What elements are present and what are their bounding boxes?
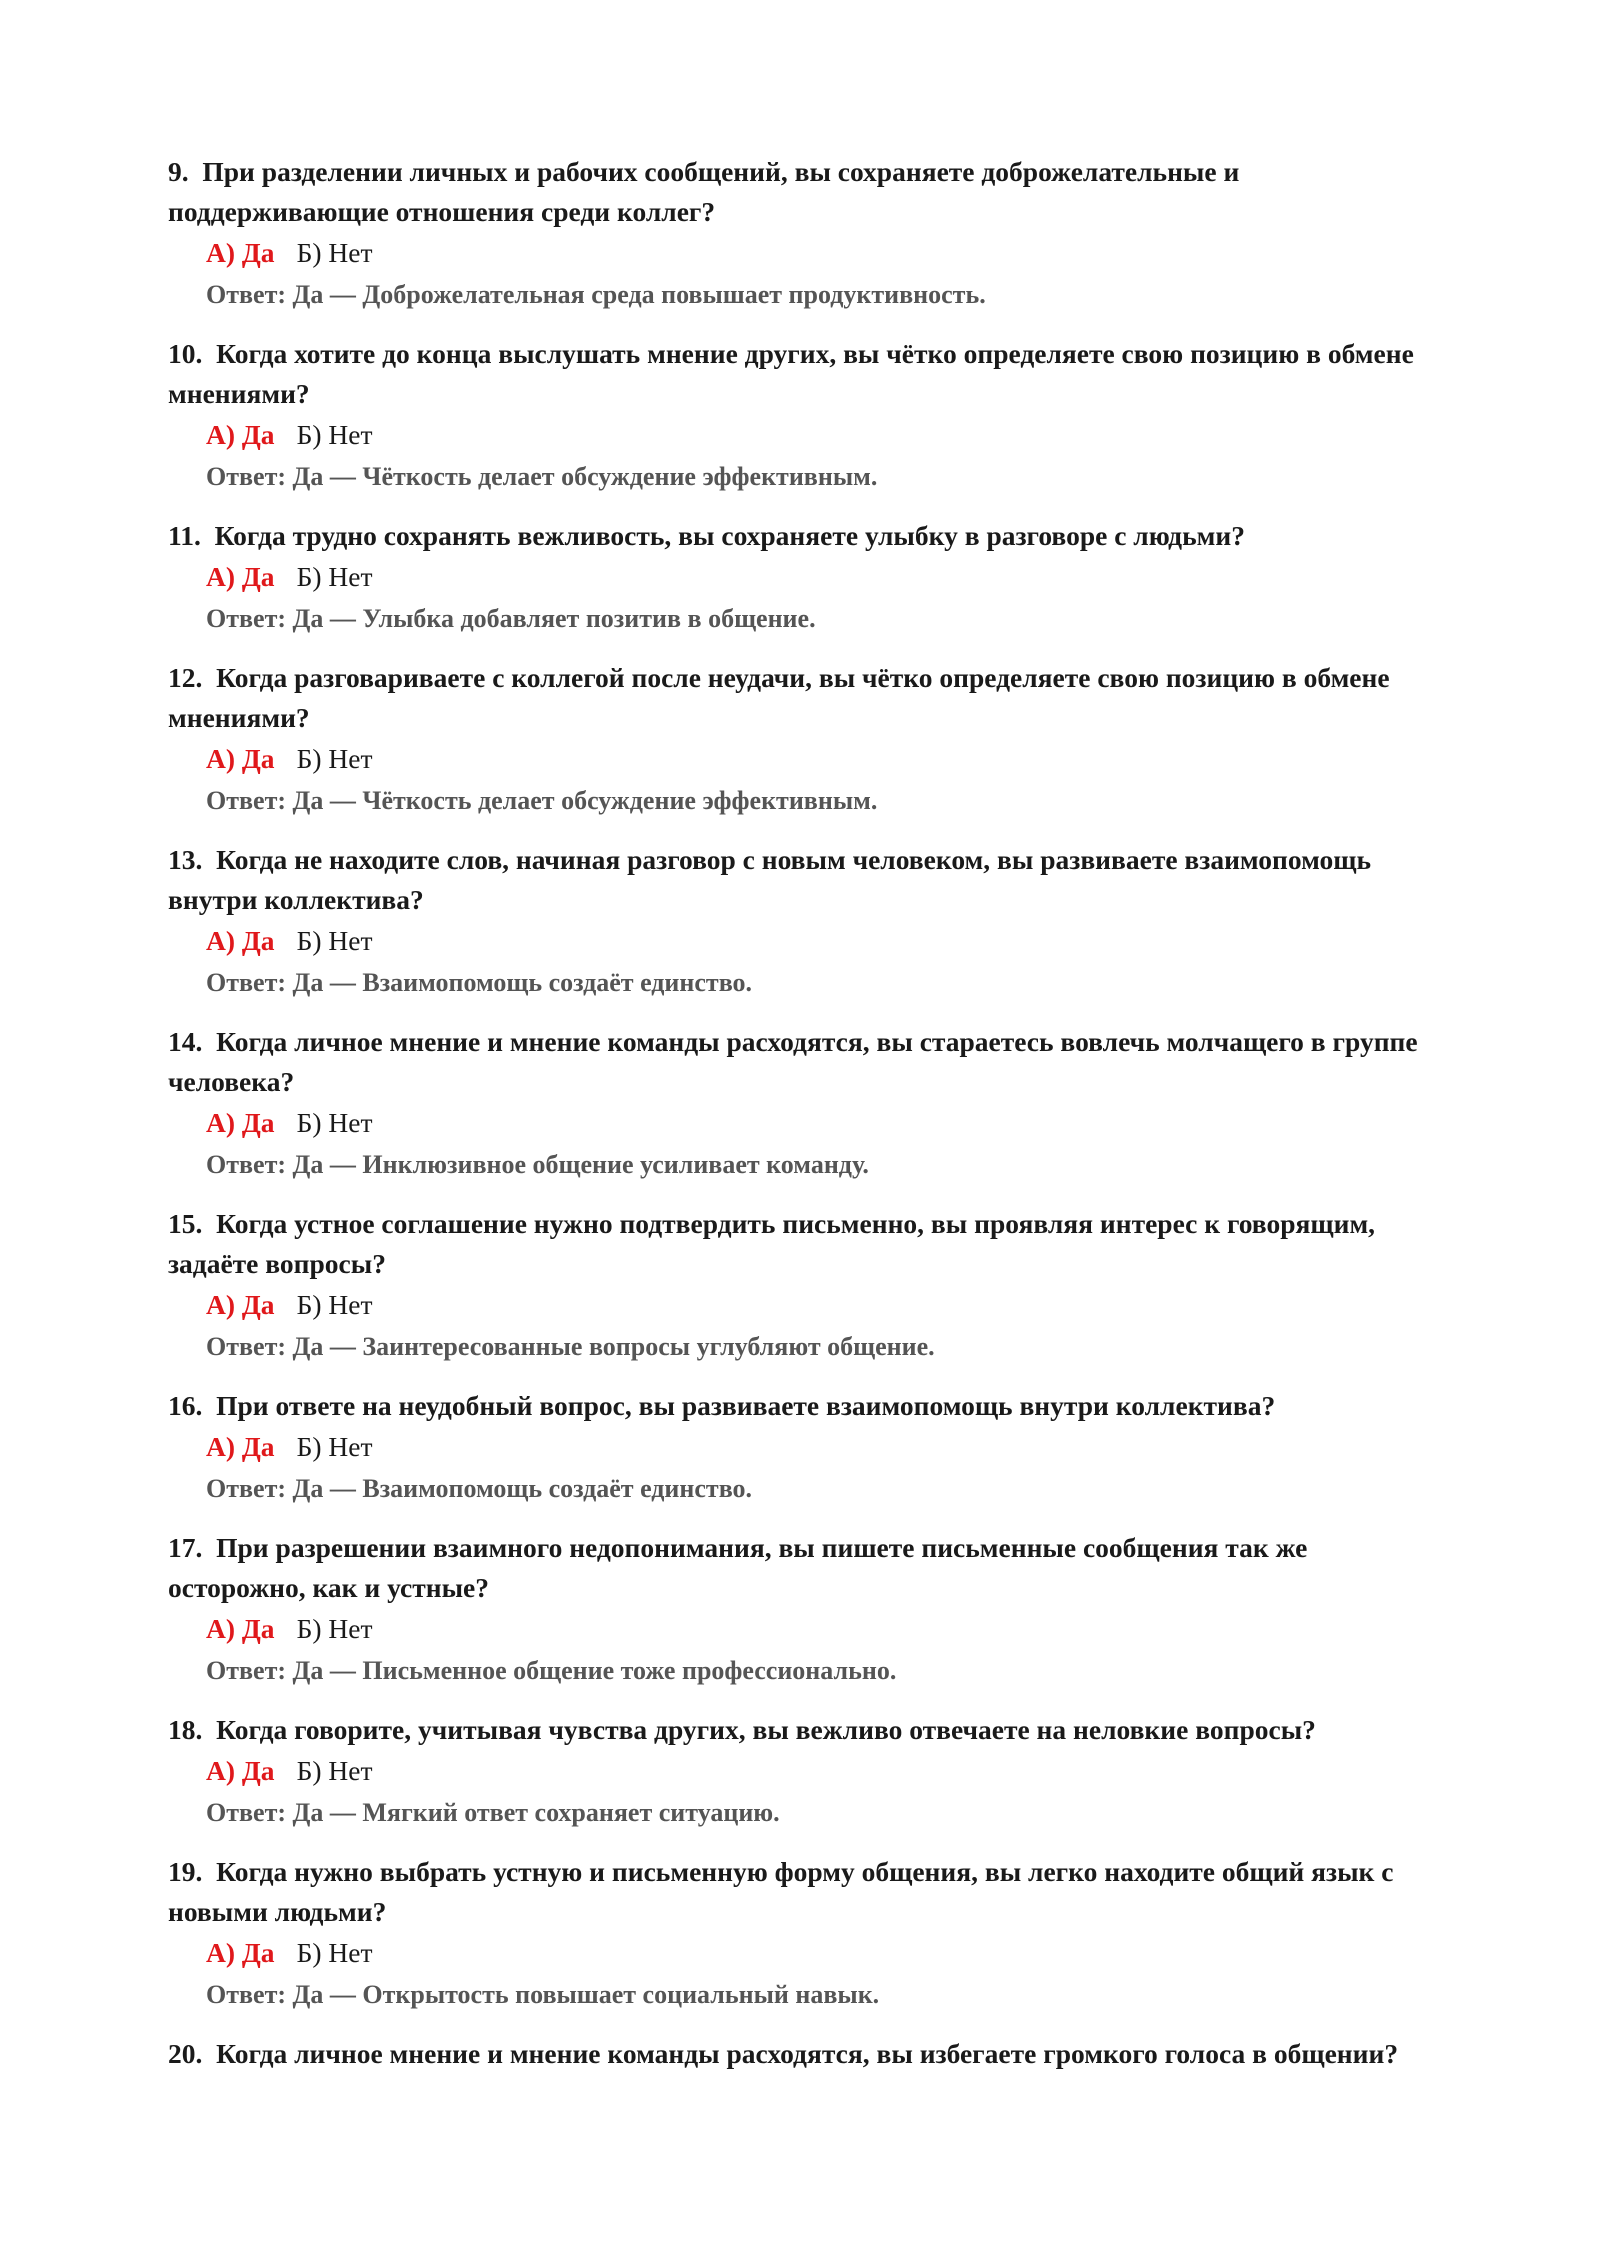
question-heading — [168, 1852, 1438, 1932]
answer-explanation: Ответ: Да — Чёткость делает обсуждение эффективным. — [206, 786, 878, 815]
option-b-no[interactable]: Б) Нет — [296, 1937, 373, 1968]
question-number: 9. — [168, 156, 189, 187]
question-11 — [168, 516, 1438, 640]
answer-explanation: Ответ: Да — Инклюзивное общение усиливает команду. — [206, 1150, 869, 1179]
answer-explanation: Ответ: Да — Чёткость делает обсуждение эффективным. — [206, 462, 878, 491]
option-b-no[interactable]: Б) Нет — [296, 1755, 373, 1786]
question-number: 16. — [168, 1390, 203, 1421]
option-a-yes[interactable]: А) Да — [206, 1755, 275, 1786]
answer-explanation: Ответ: Да — Взаимопомощь создаёт единство. — [206, 1474, 753, 1503]
question-number: 14. — [168, 1026, 203, 1057]
question-text: Когда нужно выбрать устную и письменную форму общения, вы легко находите общий язык с новыми людьми? — [168, 1856, 1394, 1927]
question-heading — [168, 516, 1438, 556]
answer-options — [206, 1932, 1438, 1974]
question-14 — [168, 1022, 1438, 1186]
option-a-yes[interactable]: А) Да — [206, 1289, 275, 1320]
option-b-no[interactable]: Б) Нет — [296, 1107, 373, 1138]
option-b-no[interactable]: Б) Нет — [296, 1431, 373, 1462]
option-b-no[interactable]: Б) Нет — [296, 237, 373, 268]
question-heading — [168, 1022, 1438, 1102]
answer-explanation: Ответ: Да — Письменное общение тоже профессионально. — [206, 1656, 897, 1685]
question-text: Когда устное соглашение нужно подтвердить письменно, вы проявляя интерес к говорящим, задаёте вопросы? — [168, 1208, 1376, 1279]
question-heading — [168, 152, 1438, 232]
question-12 — [168, 658, 1438, 822]
option-a-yes[interactable]: А) Да — [206, 1431, 275, 1462]
question-text: При разрешении взаимного недопонимания, вы пишете письменные сообщения так же осторожно, как и устные? — [168, 1532, 1308, 1603]
answer-explanation: Ответ: Да — Открытость повышает социальный навык. — [206, 1980, 880, 2009]
question-text: Когда говорите, учитывая чувства других, вы вежливо отвечаете на неловкие вопросы? — [216, 1714, 1316, 1745]
answer-options — [206, 920, 1438, 962]
question-heading — [168, 2034, 1438, 2074]
question-heading — [168, 1204, 1438, 1284]
answer-options — [206, 556, 1438, 598]
question-text: Когда разговариваете с коллегой после неудачи, вы чётко определяете свою позицию в обмене мнениями? — [168, 662, 1390, 733]
question-10 — [168, 334, 1438, 498]
question-text: Когда трудно сохранять вежливость, вы сохраняете улыбку в разговоре с людьми? — [214, 520, 1245, 551]
question-number: 15. — [168, 1208, 203, 1239]
option-b-no[interactable]: Б) Нет — [296, 419, 373, 450]
question-text: Когда не находите слов, начиная разговор с новым человеком, вы развиваете взаимопомощь внутри коллектива? — [168, 844, 1371, 915]
question-number: 19. — [168, 1856, 203, 1887]
question-list — [168, 152, 1438, 2092]
question-15 — [168, 1204, 1438, 1368]
answer-options — [206, 1426, 1438, 1468]
option-a-yes[interactable]: А) Да — [206, 1937, 275, 1968]
answer-options — [206, 414, 1438, 456]
answer-options — [206, 1284, 1438, 1326]
answer-explanation: Ответ: Да — Заинтересованные вопросы углубляют общение. — [206, 1332, 935, 1361]
option-a-yes[interactable]: А) Да — [206, 1107, 275, 1138]
option-a-yes[interactable]: А) Да — [206, 561, 275, 592]
question-number: 10. — [168, 338, 203, 369]
question-16 — [168, 1386, 1438, 1510]
option-a-yes[interactable]: А) Да — [206, 419, 275, 450]
question-heading — [168, 840, 1438, 920]
question-19 — [168, 1852, 1438, 2016]
answer-options — [206, 232, 1438, 274]
question-number: 20. — [168, 2038, 203, 2069]
question-number: 11. — [168, 520, 201, 551]
answer-options — [206, 1608, 1438, 1650]
question-heading — [168, 658, 1438, 738]
option-b-no[interactable]: Б) Нет — [296, 743, 373, 774]
question-17 — [168, 1528, 1438, 1692]
question-text: При разделении личных и рабочих сообщений, вы сохраняете доброжелательные и поддерживающие отношения среди коллег? — [168, 156, 1240, 227]
question-18 — [168, 1710, 1438, 1834]
answer-options — [206, 1750, 1438, 1792]
question-number: 17. — [168, 1532, 203, 1563]
option-a-yes[interactable]: А) Да — [206, 237, 275, 268]
question-20 — [168, 2034, 1438, 2074]
question-9 — [168, 152, 1438, 316]
question-text: Когда личное мнение и мнение команды расходятся, вы избегаете громкого голоса в общении? — [216, 2038, 1399, 2069]
answer-options — [206, 738, 1438, 780]
option-b-no[interactable]: Б) Нет — [296, 925, 373, 956]
question-heading — [168, 334, 1438, 414]
question-text: Когда хотите до конца выслушать мнение других, вы чётко определяете свою позицию в обмене мнениями? — [168, 338, 1414, 409]
option-b-no[interactable]: Б) Нет — [296, 1613, 373, 1644]
option-a-yes[interactable]: А) Да — [206, 925, 275, 956]
answer-explanation: Ответ: Да — Мягкий ответ сохраняет ситуацию. — [206, 1798, 780, 1827]
answer-explanation: Ответ: Да — Доброжелательная среда повышает продуктивность. — [206, 280, 986, 309]
question-text: Когда личное мнение и мнение команды расходятся, вы стараетесь вовлечь молчащего в группе человека? — [168, 1026, 1418, 1097]
question-heading — [168, 1528, 1438, 1608]
question-number: 13. — [168, 844, 203, 875]
question-number: 18. — [168, 1714, 203, 1745]
option-a-yes[interactable]: А) Да — [206, 1613, 275, 1644]
option-b-no[interactable]: Б) Нет — [296, 561, 373, 592]
answer-explanation: Ответ: Да — Улыбка добавляет позитив в общение. — [206, 604, 816, 633]
option-a-yes[interactable]: А) Да — [206, 743, 275, 774]
question-heading — [168, 1386, 1438, 1426]
answer-explanation: Ответ: Да — Взаимопомощь создаёт единство. — [206, 968, 753, 997]
question-text: При ответе на неудобный вопрос, вы развиваете взаимопомощь внутри коллектива? — [216, 1390, 1276, 1421]
question-heading — [168, 1710, 1438, 1750]
question-13 — [168, 840, 1438, 1004]
answer-options — [206, 1102, 1438, 1144]
question-number: 12. — [168, 662, 203, 693]
option-b-no[interactable]: Б) Нет — [296, 1289, 373, 1320]
